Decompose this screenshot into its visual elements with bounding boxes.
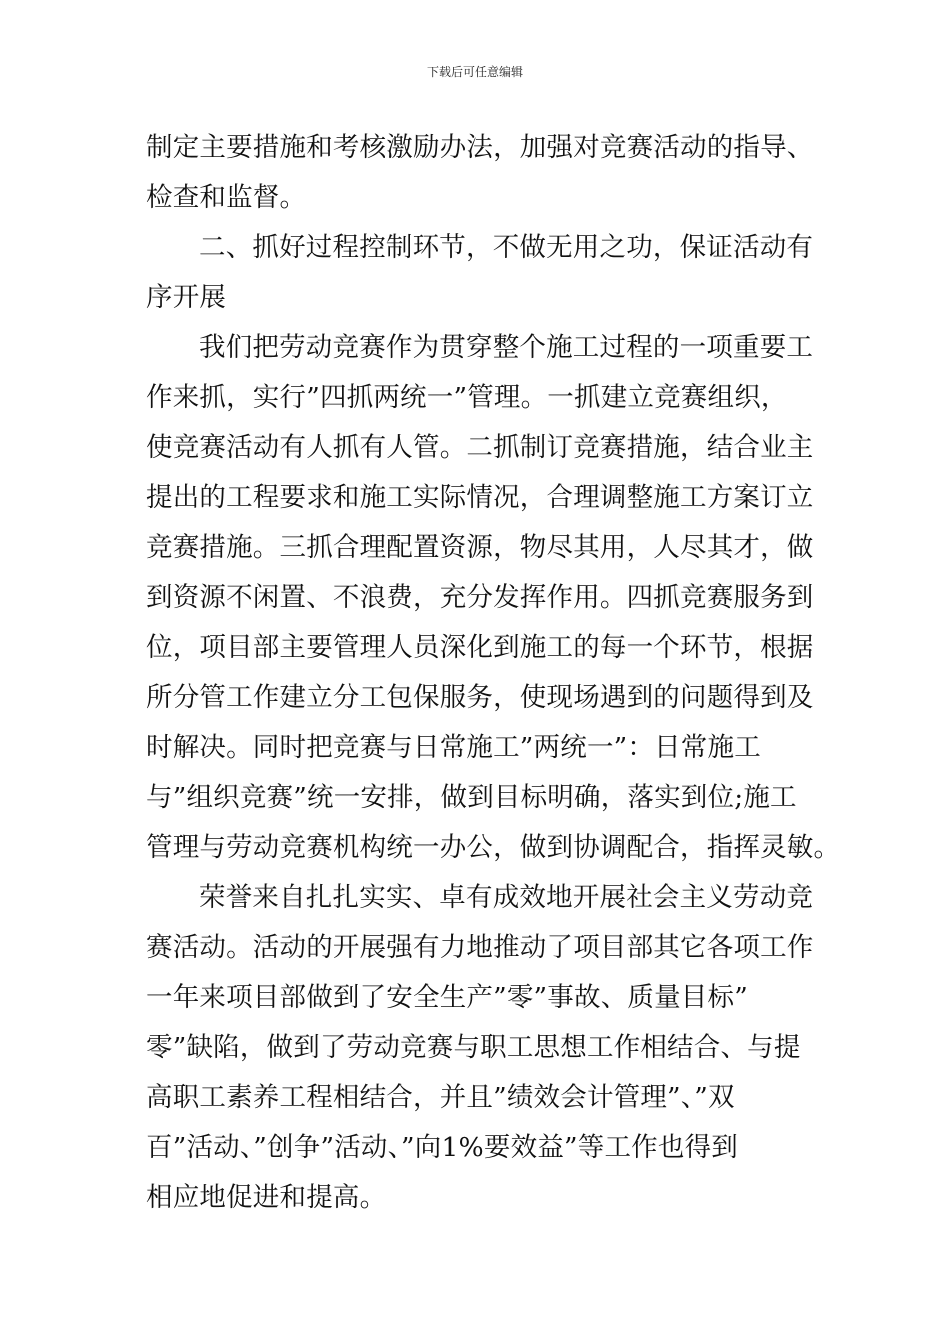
text-line: 一年来项目部做到了安全生产”零”事故、质量目标” — [146, 982, 748, 1013]
text-line: 竞赛措施。三抓合理配置资源，物尽其用，人尽其才，做 — [146, 532, 814, 563]
text-line: 制定主要措施和考核激励办法，加强对竞赛活动的指导、 — [146, 132, 814, 163]
text-line: 作来抓，实行”四抓两统一”管理。一抓建立竞赛组织， — [146, 382, 788, 413]
heading-line: 二、抓好过程控制环节，不做无用之功，保证活动有 — [199, 232, 814, 263]
text-line: 提出的工程要求和施工实际情况，合理调整施工方案订立 — [146, 482, 814, 513]
text-line: 我们把劳动竞赛作为贯穿整个施工过程的一项重要工 — [199, 332, 814, 363]
text-line: 高职工素养工程相结合，并且”绩效会计管理”、”双 — [146, 1082, 735, 1113]
text-line: 使竞赛活动有人抓有人管。二抓制订竞赛措施，结合业主 — [146, 432, 814, 463]
text-line: 时解决。同时把竞赛与日常施工”两统一”：日常施工 — [146, 732, 761, 763]
text-line: 赛活动。活动的开展强有力地推动了项目部其它各项工作 — [146, 932, 814, 963]
text-line: 管理与劳动竞赛机构统一办公，做到协调配合，指挥灵敏。 — [146, 832, 841, 863]
text-line: 零”缺陷，做到了劳动竞赛与职工思想工作相结合、与提 — [146, 1032, 801, 1063]
heading-line: 序开展 — [146, 282, 227, 313]
text-line: 所分管工作建立分工包保服务，使现场遇到的问题得到及 — [146, 682, 814, 713]
page-header: 下载后可任意编辑 — [426, 65, 523, 79]
text-line: 位，项目部主要管理人员深化到施工的每一个环节，根据 — [146, 632, 814, 663]
text-line: 与”组织竞赛”统一安排，做到目标明确，落实到位;施工 — [146, 782, 797, 813]
text-line: 百”活动、”创争”活动、”向1%要效益”等工作也得到 — [146, 1132, 738, 1163]
text-line: 检查和监督。 — [146, 182, 307, 213]
text-line: 相应地促进和提高。 — [146, 1182, 387, 1213]
text-line: 到资源不闲置、不浪费，充分发挥作用。四抓竞赛服务到 — [146, 582, 814, 613]
text-line: 荣誉来自扎扎实实、卓有成效地开展社会主义劳动竞 — [199, 882, 814, 913]
